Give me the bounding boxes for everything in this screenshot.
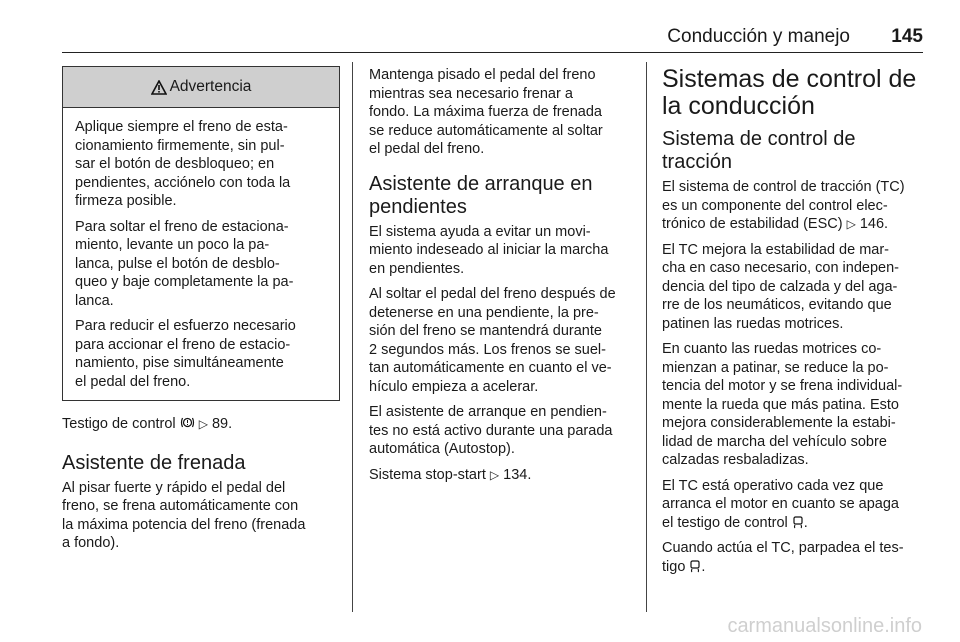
- body-paragraph: En cuanto las ruedas motrices co- mienzan a patinar, se reduce la po- tencia del motor y se frena individual- mente la rueda que más patina. Esto mejora considerablemente la estabi- lidad de marcha del vehículo sobre calzadas resbaladizas.: [662, 341, 903, 468]
- watermark: carmanualsonline.info: [727, 615, 922, 637]
- traction-control-icon: [689, 560, 701, 573]
- tc-parpadea-text: Cuando actúa el TC, parpadea el tes- tigo: [662, 540, 904, 575]
- stop-start-reference[interactable]: 134.: [503, 466, 532, 483]
- body-paragraph: Al pisar fuerte y rápido el pedal del freno, se frena automáticamente con la máxima potencia del freno (frenada a fondo).: [62, 479, 306, 551]
- column-3: [662, 66, 928, 583]
- warning-body: [63, 108, 339, 400]
- warning-triangle-icon: [151, 80, 167, 95]
- testigo-line: [62, 415, 340, 434]
- warning-paragraph: Para reducir el esfuerzo necesario para accionar el freno de estacio- namiento, pise simultáneamente el pedal del freno.: [75, 318, 296, 390]
- running-header-title: Conducción y manejo: [667, 26, 850, 47]
- section-heading-asistente-frenada: Asistente de frenada: [62, 451, 246, 474]
- tc-operativo-text: El TC está operativo cada vez que arranca el motor en cuanto se apaga el testigo de control: [662, 477, 899, 531]
- body-paragraph: [369, 466, 637, 485]
- testigo-text: Testigo de control: [62, 416, 176, 432]
- page-reference-arrow-icon: ▷: [846, 217, 856, 231]
- tc-intro-text: El sistema de control de tracción (TC) es un componente del control elec- trónico de estabilidad (ESC): [662, 179, 905, 232]
- testigo-reference[interactable]: 89.: [211, 416, 233, 432]
- body-paragraph: El sistema ayuda a evitar un movi- miento indeseado al iniciar la marcha en pendientes.: [369, 223, 609, 277]
- warning-title: Advertencia: [169, 77, 252, 95]
- page-reference-arrow-icon: ▷: [489, 467, 500, 482]
- brake-warning-icon: [180, 416, 195, 429]
- warning-paragraph: Para soltar el freno de estaciona- miento, levante un poco la pa- lanca, pulse el botón de desblo- queo y baje completamente la pa- lanca.: [75, 218, 294, 309]
- section-heading-arranque-pendientes: Asistente de arranque en pendientes: [369, 172, 593, 218]
- section-heading-control-traccion: Sistema de control de tracción: [662, 128, 856, 173]
- body-paragraph: Cuando actúa el TC, parpadea el tes- tigo .: [662, 540, 904, 575]
- warning-header: [63, 67, 339, 108]
- stop-start-text: Sistema stop-start: [369, 466, 486, 483]
- page-reference-arrow-icon: ▷: [198, 417, 208, 431]
- column-1: [62, 66, 340, 560]
- page-number: 145: [891, 26, 923, 47]
- warning-box: [62, 66, 340, 401]
- column-divider-2: [646, 62, 647, 612]
- chapter-heading: Sistemas de control de la conducción: [662, 65, 917, 120]
- body-paragraph: El asistente de arranque en pendien- tes no está activo durante una parada automática (Autostop).: [369, 404, 613, 457]
- esc-reference[interactable]: 146.: [859, 216, 889, 232]
- column-divider-1: [352, 62, 353, 612]
- body-paragraph: [662, 178, 928, 234]
- traction-control-icon: [792, 516, 804, 529]
- header-rule: [62, 52, 923, 53]
- warning-paragraph: Aplique siempre el freno de esta- cionamiento firmemente, sin pul- sar el botón de desbloqueo; en pendientes, acciónelo con toda la firmeza posible.: [75, 119, 291, 209]
- body-paragraph: Al soltar el pedal del freno después de detenerse en una pendiente, la pre- sión del freno se mantendrá durante 2 segundos más. Los frenos se suel- tan automáticamente en cuanto el ve- hículo empieza a acelerar.: [369, 286, 616, 395]
- column-2: [369, 66, 637, 491]
- body-paragraph: Mantenga pisado el pedal del freno mientras sea necesario frenar a fondo. La máxima fuerza de frenada se reduce automáticamente al soltar el pedal del freno.: [369, 67, 603, 157]
- body-paragraph: El TC mejora la estabilidad de mar- cha en caso necesario, con indepen- dencia del tipo de calzada y del aga- rre de los neumáticos, evitando que patinen las ruedas motrices.: [662, 241, 899, 332]
- body-paragraph: El TC está operativo cada vez que arranca el motor en cuanto se apaga el testigo de control .: [662, 477, 899, 531]
